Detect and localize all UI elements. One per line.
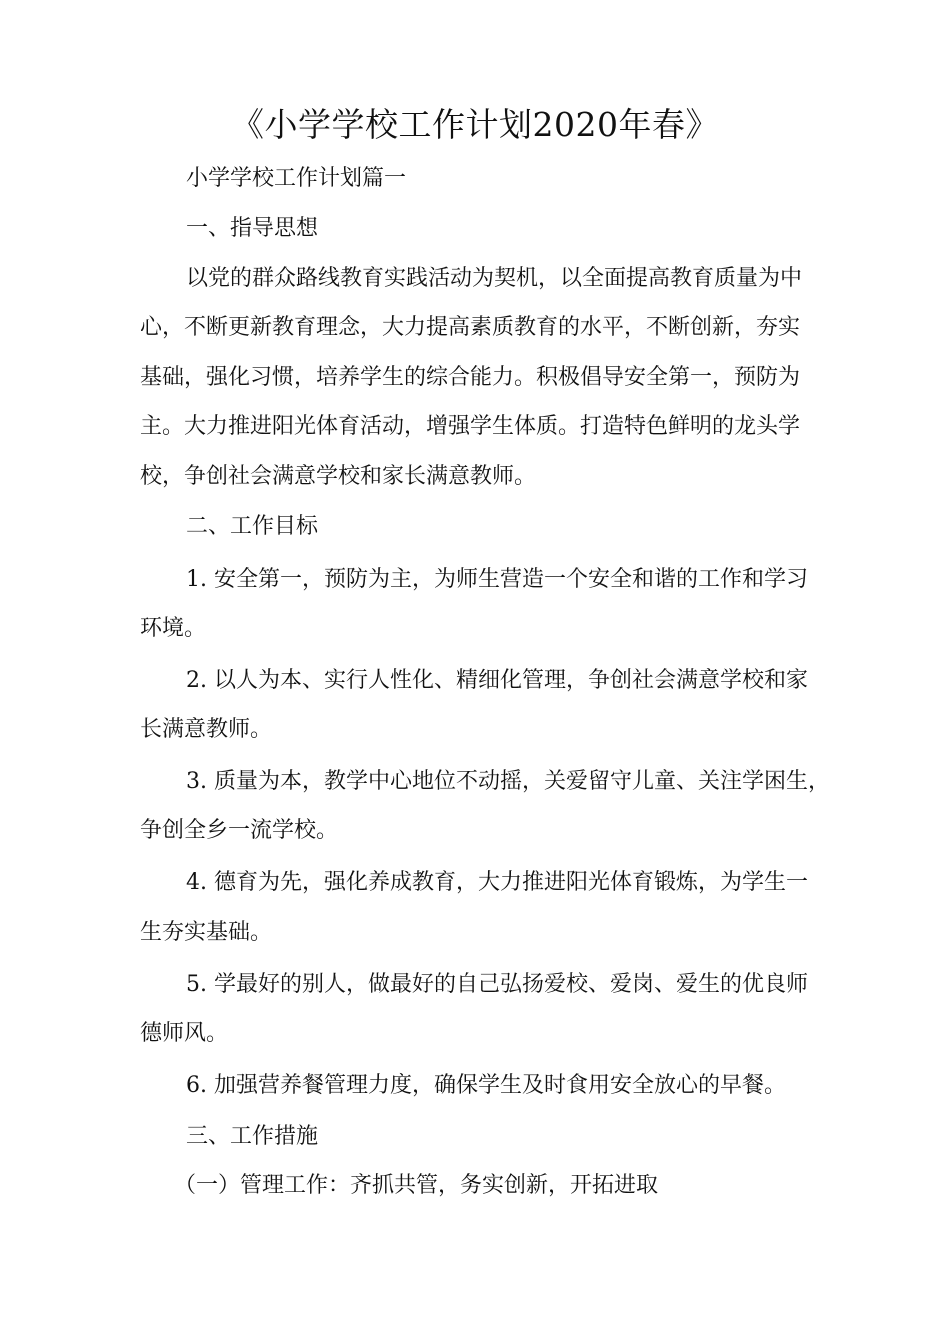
list-item-continuation: 德师风。 bbox=[140, 1021, 229, 1046]
list-item-continuation: 环境。 bbox=[140, 616, 207, 641]
section-heading: 二、工作目标 bbox=[186, 514, 319, 539]
paragraph-line: 主。大力推进阳光体育活动，增强学生体质。打造特色鲜明的龙头学 bbox=[140, 414, 801, 439]
paragraph-line: 基础，强化习惯，培养学生的综合能力。积极倡导安全第一，预防为 bbox=[140, 365, 801, 390]
list-item: 3. 质量为本，教学中心地位不动摇，关爱留守儿童、关注学困生， bbox=[186, 769, 830, 794]
section-heading: 三、工作措施 bbox=[186, 1124, 319, 1149]
list-item: 4. 德育为先，强化养成教育，大力推进阳光体育锻炼，为学生一 bbox=[186, 870, 808, 895]
list-item: 2. 以人为本、实行人性化、精细化管理，争创社会满意学校和家 bbox=[186, 668, 808, 693]
list-item: 6. 加强营养餐管理力度，确保学生及时食用安全放心的早餐。 bbox=[186, 1073, 786, 1098]
list-item-continuation: 长满意教师。 bbox=[140, 717, 273, 742]
paragraph-line: 以党的群众路线教育实践活动为契机，以全面提高教育质量为中 bbox=[186, 266, 803, 291]
subsection-heading: （一）管理工作：齐抓共管，务实创新，开拓进取 bbox=[174, 1173, 659, 1198]
list-item: 1. 安全第一，预防为主，为师生营造一个安全和谐的工作和学习 bbox=[186, 567, 808, 592]
paragraph-line: 校，争创社会满意学校和家长满意教师。 bbox=[140, 464, 537, 489]
paragraph-line: 心，不断更新教育理念，大力提高素质教育的水平，不断创新，夯实 bbox=[140, 315, 801, 340]
section-heading: 小学学校工作计划篇一 bbox=[186, 166, 407, 191]
document-title: 《小学学校工作计划2020年春》 bbox=[231, 105, 719, 144]
list-item-continuation: 争创全乡一流学校。 bbox=[140, 818, 339, 843]
list-item: 5. 学最好的别人，做最好的自己弘扬爱校、爱岗、爱生的优良师 bbox=[186, 972, 808, 997]
list-item-continuation: 生夯实基础。 bbox=[140, 920, 273, 945]
section-heading: 一、指导思想 bbox=[186, 216, 319, 241]
